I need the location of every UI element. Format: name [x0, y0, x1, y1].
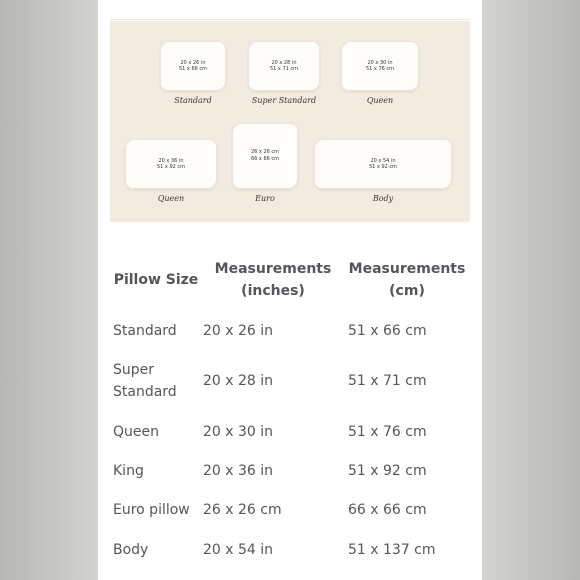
cell-size: Standard: [113, 323, 177, 339]
pillow-label: Euro: [255, 194, 275, 203]
cell-cm: 51 x 76 cm: [348, 424, 427, 440]
pillow-inches: 26 x 26 cm: [250, 149, 280, 155]
cell-inches: 20 x 28 in: [203, 373, 274, 389]
size-table: [98, 0, 482, 580]
table-row: [98, 417, 482, 447]
size-guide-card: [98, 0, 482, 580]
pillow-inches: 20 x 54 in: [370, 157, 396, 164]
header-inches-line2: (inches): [241, 283, 305, 299]
pillow-label: Queen: [366, 96, 394, 105]
table-row: [98, 358, 482, 404]
pillow-cm: 51 x 71 cm: [269, 66, 299, 72]
pillow-label: Body: [372, 194, 394, 203]
header-pillow-size: Pillow Size: [113, 272, 199, 288]
pillow-inches: 20 x 26 in: [180, 59, 206, 66]
cell-inches: 20 x 26 in: [203, 323, 274, 339]
cell-size-line2: Standard: [113, 384, 177, 400]
pillow-inches: 20 x 36 in: [158, 157, 184, 164]
cell-size: Euro pillow: [113, 502, 190, 518]
cell-inches: 26 x 26 cm: [203, 502, 282, 518]
pillow-cm: 51 x 66 cm: [178, 66, 208, 72]
cell-cm: 51 x 66 cm: [348, 323, 427, 339]
pillow-label: Queen: [157, 194, 185, 203]
cell-cm: 66 x 66 cm: [348, 502, 427, 518]
pillow-cm: 51 x 92 cm: [368, 164, 398, 170]
pillow-inches: 20 x 28 in: [271, 59, 297, 66]
cell-inches: 20 x 54 in: [203, 542, 274, 558]
pillow-label: Super Standard: [251, 96, 317, 105]
header-cm-line2: (cm): [389, 283, 425, 299]
cell-cm: 51 x 137 cm: [348, 542, 436, 558]
table-row: [98, 535, 482, 565]
cell-cm: 51 x 92 cm: [348, 463, 427, 479]
cell-inches: 20 x 30 in: [203, 424, 274, 440]
pillow-cm: 66 x 66 cm: [250, 155, 280, 162]
cell-size: Body: [113, 542, 149, 558]
table-row: [98, 495, 482, 525]
pillow-label: Standard: [174, 96, 212, 105]
table-row: [98, 456, 482, 486]
pillow-cm: 51 x 92 cm: [156, 164, 186, 170]
pillow-inches: 20 x 30 in: [367, 59, 393, 66]
cell-inches: 20 x 36 in: [203, 463, 274, 479]
cell-size: Super: [113, 362, 155, 378]
header-inches-line1: Measurements: [214, 261, 332, 277]
cell-cm: 51 x 71 cm: [348, 373, 427, 389]
table-row: [98, 316, 482, 346]
cell-size: Queen: [113, 424, 159, 440]
pillow-cm: 51 x 76 cm: [365, 66, 395, 72]
header-cm-line1: Measurements: [348, 261, 466, 277]
cell-size: King: [113, 463, 144, 479]
